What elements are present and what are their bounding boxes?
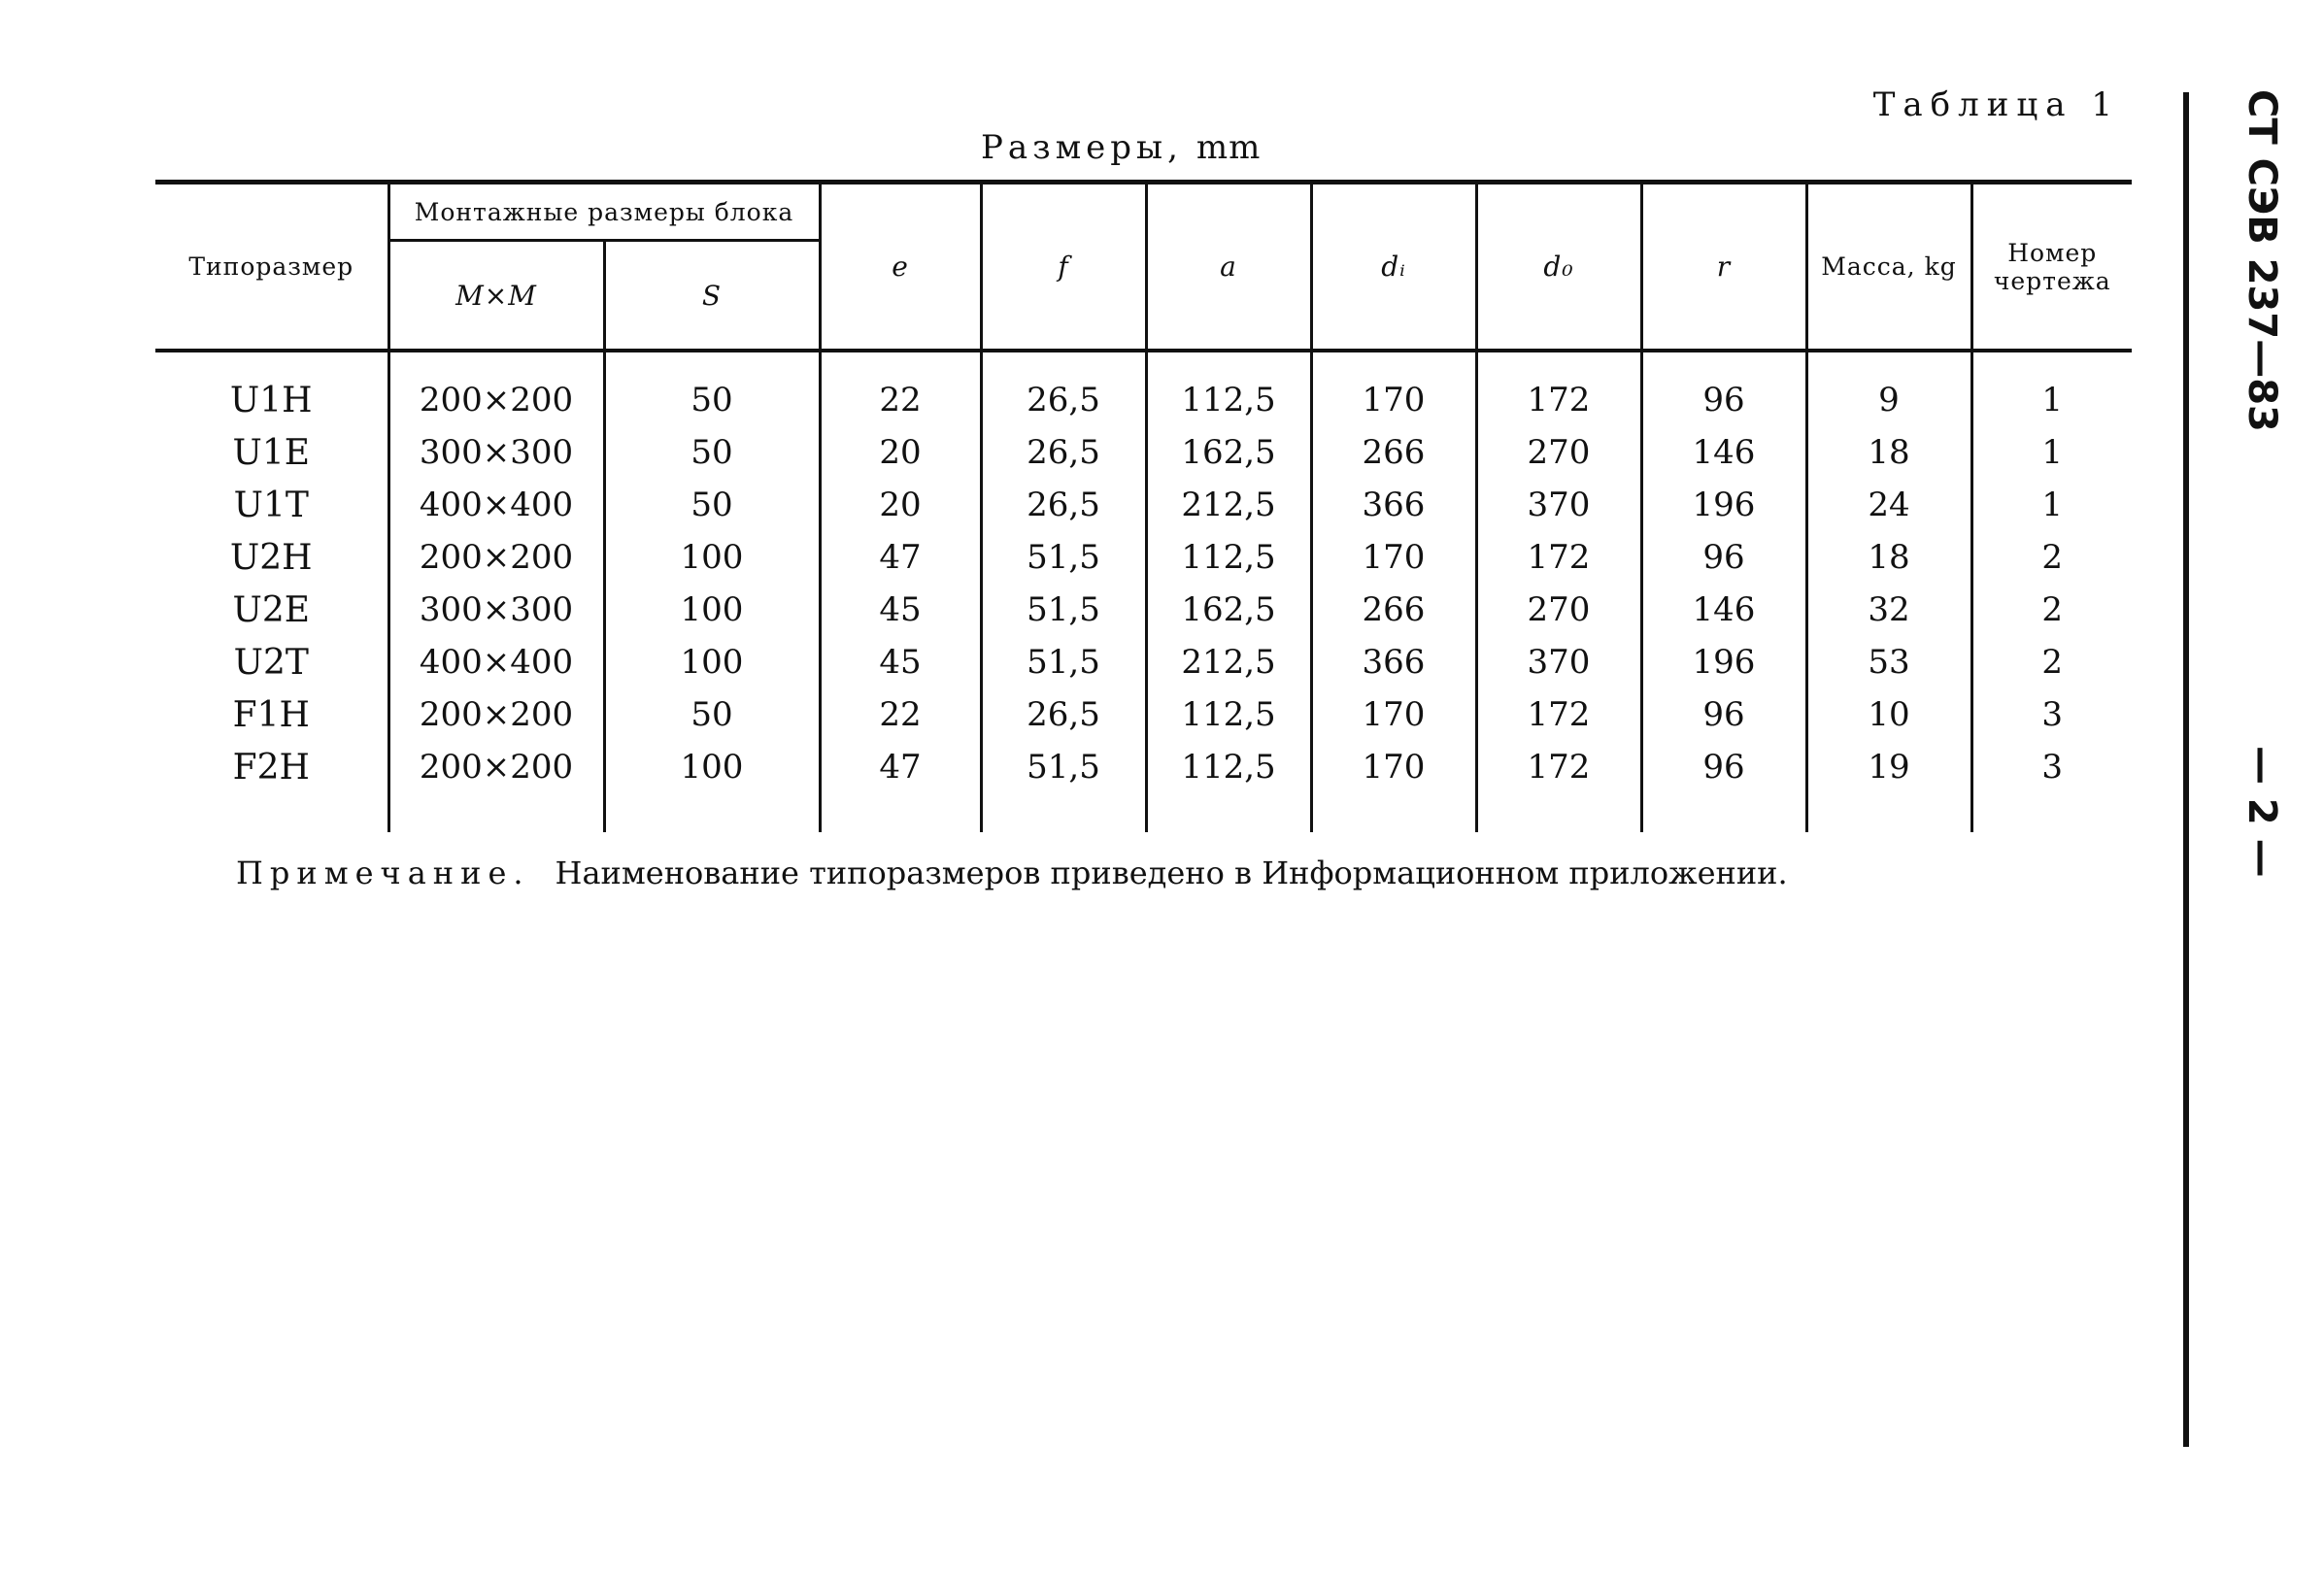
header-f: f bbox=[981, 183, 1146, 352]
cell-d0: 270 bbox=[1476, 426, 1641, 479]
cell-s: 100 bbox=[604, 531, 820, 584]
cell-r: 96 bbox=[1641, 351, 1806, 426]
cell-mass: 19 bbox=[1806, 741, 1971, 793]
cell-f: 51,5 bbox=[981, 531, 1146, 584]
cell-di: 366 bbox=[1311, 479, 1476, 531]
cell-di: 266 bbox=[1311, 426, 1476, 479]
cell-a: 112,5 bbox=[1146, 531, 1311, 584]
cell-drawing: 2 bbox=[1971, 584, 2132, 636]
page-number: — 2 — bbox=[2240, 746, 2284, 878]
table-row bbox=[155, 584, 2132, 636]
cell-r: 146 bbox=[1641, 584, 1806, 636]
cell-d0: 172 bbox=[1476, 351, 1641, 426]
cell-di: 170 bbox=[1311, 531, 1476, 584]
cell-f: 26,5 bbox=[981, 479, 1146, 531]
cell-e: 20 bbox=[820, 479, 981, 531]
cell-mass: 24 bbox=[1806, 479, 1971, 531]
cell-s: 50 bbox=[604, 479, 820, 531]
cell-r: 196 bbox=[1641, 479, 1806, 531]
cell-a: 112,5 bbox=[1146, 351, 1311, 426]
table-title-text: Размеры, bbox=[981, 128, 1183, 167]
cell-mm: 200×200 bbox=[388, 351, 604, 426]
cell-a: 212,5 bbox=[1146, 479, 1311, 531]
cell-drawing: 2 bbox=[1971, 531, 2132, 584]
cell-r: 96 bbox=[1641, 531, 1806, 584]
cell-drawing: 3 bbox=[1971, 741, 2132, 793]
cell-d0: 172 bbox=[1476, 531, 1641, 584]
note-text: Наименование типоразмеров приведено в Информационном приложении. bbox=[555, 855, 1788, 891]
cell-s: 50 bbox=[604, 688, 820, 741]
header-s: S bbox=[604, 241, 820, 352]
table-row bbox=[155, 531, 2132, 584]
table-header bbox=[155, 183, 2132, 352]
cell-mass: 9 bbox=[1806, 351, 1971, 426]
table-row bbox=[155, 741, 2132, 793]
cell-e: 20 bbox=[820, 426, 981, 479]
cell-drawing: 2 bbox=[1971, 636, 2132, 688]
cell-mm: 200×200 bbox=[388, 531, 604, 584]
cell-type: U2T bbox=[233, 642, 309, 683]
cell-di: 266 bbox=[1311, 584, 1476, 636]
cell-mass: 32 bbox=[1806, 584, 1971, 636]
cell-r: 96 bbox=[1641, 688, 1806, 741]
cell-s: 50 bbox=[604, 351, 820, 426]
cell-f: 26,5 bbox=[981, 426, 1146, 479]
margin-rule bbox=[2183, 92, 2189, 1447]
cell-e: 45 bbox=[820, 636, 981, 688]
cell-mm: 300×300 bbox=[388, 584, 604, 636]
cell-r: 96 bbox=[1641, 741, 1806, 793]
table-row bbox=[155, 688, 2132, 741]
header-type-size: Типоразмер bbox=[188, 252, 354, 281]
table-row bbox=[155, 426, 2132, 479]
cell-s: 100 bbox=[604, 584, 820, 636]
cell-d0: 270 bbox=[1476, 584, 1641, 636]
cell-type: F2H bbox=[232, 747, 310, 788]
cell-type: U2E bbox=[232, 589, 311, 630]
dimensions-table bbox=[155, 180, 2132, 832]
cell-mass: 53 bbox=[1806, 636, 1971, 688]
note-lead: Примечание. bbox=[236, 855, 530, 891]
cell-type: U1H bbox=[229, 380, 313, 420]
cell-di: 366 bbox=[1311, 636, 1476, 688]
cell-d0: 370 bbox=[1476, 479, 1641, 531]
header-drawing-no: Номер чертежа bbox=[1971, 183, 2132, 352]
header-r: r bbox=[1641, 183, 1806, 352]
standard-code: СТ СЭВ 237—83 bbox=[2240, 89, 2284, 432]
table-row bbox=[155, 351, 2132, 426]
cell-f: 51,5 bbox=[981, 636, 1146, 688]
cell-drawing: 1 bbox=[1971, 479, 2132, 531]
cell-drawing: 3 bbox=[1971, 688, 2132, 741]
cell-s: 100 bbox=[604, 636, 820, 688]
cell-mm: 300×300 bbox=[388, 426, 604, 479]
header-a: a bbox=[1146, 183, 1311, 352]
cell-mm: 400×400 bbox=[388, 636, 604, 688]
table-note bbox=[236, 855, 1788, 891]
cell-mass: 18 bbox=[1806, 426, 1971, 479]
cell-type: F1H bbox=[232, 694, 310, 735]
cell-di: 170 bbox=[1311, 351, 1476, 426]
cell-mm: 200×200 bbox=[388, 741, 604, 793]
cell-e: 22 bbox=[820, 351, 981, 426]
cell-f: 51,5 bbox=[981, 584, 1146, 636]
cell-a: 112,5 bbox=[1146, 741, 1311, 793]
cell-f: 26,5 bbox=[981, 351, 1146, 426]
table-label: Таблица 1 bbox=[1872, 85, 2120, 124]
cell-d0: 172 bbox=[1476, 741, 1641, 793]
table-title-unit: mm bbox=[1196, 128, 1262, 167]
cell-type: U2H bbox=[229, 537, 313, 578]
table-row bbox=[155, 479, 2132, 531]
cell-e: 22 bbox=[820, 688, 981, 741]
header-mounting-group: Монтажные размеры блока bbox=[388, 183, 820, 241]
cell-s: 50 bbox=[604, 426, 820, 479]
cell-drawing: 1 bbox=[1971, 426, 2132, 479]
header-mass: Масса, kg bbox=[1806, 183, 1971, 352]
cell-s: 100 bbox=[604, 741, 820, 793]
cell-di: 170 bbox=[1311, 688, 1476, 741]
cell-drawing: 1 bbox=[1971, 351, 2132, 426]
header-di: dᵢ bbox=[1311, 183, 1476, 352]
cell-type: U1E bbox=[232, 432, 311, 473]
table-row-spacer bbox=[155, 793, 2132, 832]
cell-e: 45 bbox=[820, 584, 981, 636]
table-body bbox=[155, 351, 2132, 832]
cell-a: 212,5 bbox=[1146, 636, 1311, 688]
cell-f: 26,5 bbox=[981, 688, 1146, 741]
header-mm: M×M bbox=[388, 241, 604, 352]
cell-mass: 18 bbox=[1806, 531, 1971, 584]
cell-e: 47 bbox=[820, 531, 981, 584]
cell-mass: 10 bbox=[1806, 688, 1971, 741]
cell-a: 162,5 bbox=[1146, 584, 1311, 636]
header-d0: d₀ bbox=[1476, 183, 1641, 352]
cell-a: 162,5 bbox=[1146, 426, 1311, 479]
cell-d0: 370 bbox=[1476, 636, 1641, 688]
table-title bbox=[981, 128, 1261, 167]
cell-mm: 200×200 bbox=[388, 688, 604, 741]
cell-di: 170 bbox=[1311, 741, 1476, 793]
cell-type: U1T bbox=[233, 485, 309, 525]
cell-r: 146 bbox=[1641, 426, 1806, 479]
table-row bbox=[155, 636, 2132, 688]
header-e: e bbox=[820, 183, 981, 352]
cell-mm: 400×400 bbox=[388, 479, 604, 531]
cell-a: 112,5 bbox=[1146, 688, 1311, 741]
cell-f: 51,5 bbox=[981, 741, 1146, 793]
cell-r: 196 bbox=[1641, 636, 1806, 688]
cell-e: 47 bbox=[820, 741, 981, 793]
cell-d0: 172 bbox=[1476, 688, 1641, 741]
